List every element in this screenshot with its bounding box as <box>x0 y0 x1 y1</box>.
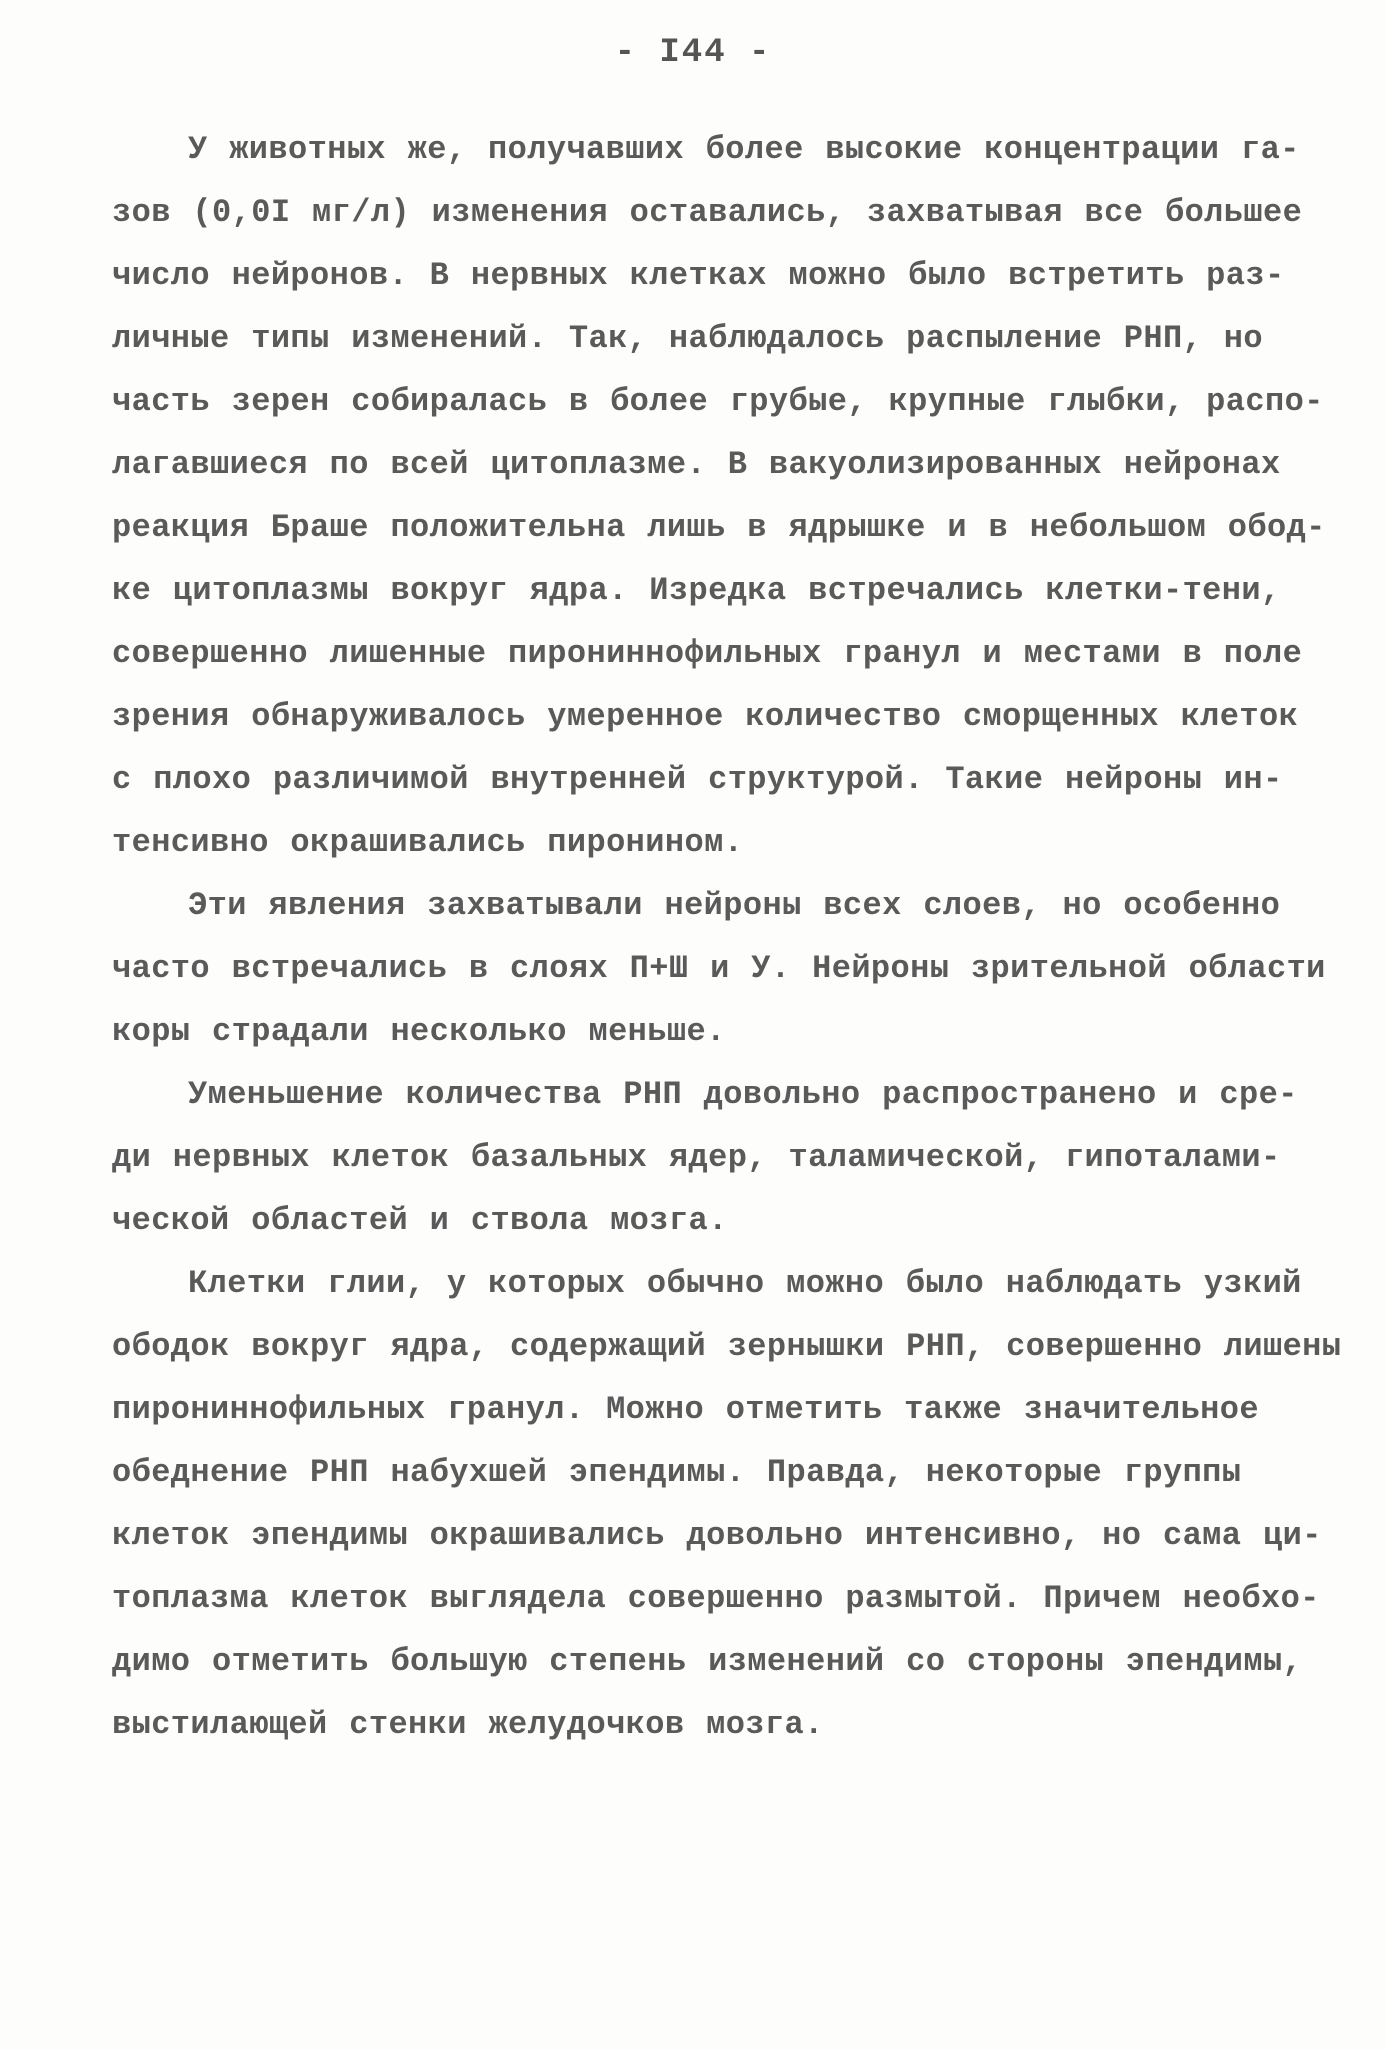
paragraph-3 <box>112 1063 1298 1252</box>
text-line: выстилающей стенки желудочков мозга. <box>112 1706 824 1743</box>
text-line: лагавшиеся по всей цитоплазме. В вакуолизированных нейронах <box>112 446 1281 483</box>
text-line: совершенно лишенные пирониннофильных гранул и местами в поле <box>112 635 1303 672</box>
text-line: коры страдали несколько меньше. <box>112 1013 726 1050</box>
paragraph-2 <box>112 874 1326 1063</box>
body-text <box>112 118 1342 1756</box>
text-line: ди нервных клеток базальных ядер, таламической, гипоталами- <box>112 1139 1281 1176</box>
text-line: реакция Браше положительна лишь в ядрышке и в небольшом обод- <box>112 509 1326 546</box>
text-line: часть зерен собиралась в более грубые, крупные глыбки, распо- <box>112 383 1324 420</box>
text-line: часто встречались в слоях П+Ш и У. Нейроны зрительной области <box>112 950 1326 987</box>
text-line: Клетки глии, у которых обычно можно было наблюдать узкий <box>188 1265 1302 1302</box>
page-number: - I44 - <box>614 34 772 72</box>
paragraph-1 <box>112 118 1326 874</box>
text-line: с плохо различимой внутренней структурой. Такие нейроны ин- <box>112 761 1283 798</box>
text-line: зов (0,0I мг/л) изменения оставались, захватывая все большее <box>112 194 1303 231</box>
text-line: ке цитоплазмы вокруг ядра. Изредка встречались клетки-тени, <box>112 572 1281 609</box>
text-line: ободок вокруг ядра, содержащий зернышки РНП, совершенно лишены <box>112 1328 1342 1365</box>
text-line: тенсивно окрашивались пиронином. <box>112 824 744 861</box>
text-line: личные типы изменений. Так, наблюдалось распыление РНП, но <box>112 320 1263 357</box>
text-line: ческой областей и ствола мозга. <box>112 1202 728 1239</box>
text-line: топлазма клеток выглядела совершенно размытой. Причем необхо- <box>112 1580 1320 1617</box>
text-line: число нейронов. В нервных клетках можно было встретить раз- <box>112 257 1285 294</box>
paragraph-4 <box>112 1252 1342 1756</box>
text-line: Уменьшение количества РНП довольно распространено и сре- <box>188 1076 1298 1113</box>
text-line: обеднение РНП набухшей эпендимы. Правда, некоторые группы <box>112 1454 1242 1491</box>
text-line: пирониннофильных гранул. Можно отметить также значительное <box>112 1391 1259 1428</box>
text-line: Эти явления захватывали нейроны всех слоев, но особенно <box>188 887 1281 924</box>
text-line: клеток эпендимы окрашивались довольно интенсивно, но сама ци- <box>112 1517 1322 1554</box>
text-line: У животных же, получавших более высокие концентрации га- <box>188 131 1300 168</box>
text-line: зрения обнаруживалось умеренное количество сморщенных клеток <box>112 698 1299 735</box>
text-line: димо отметить большую степень изменений со стороны эпендимы, <box>112 1643 1303 1680</box>
